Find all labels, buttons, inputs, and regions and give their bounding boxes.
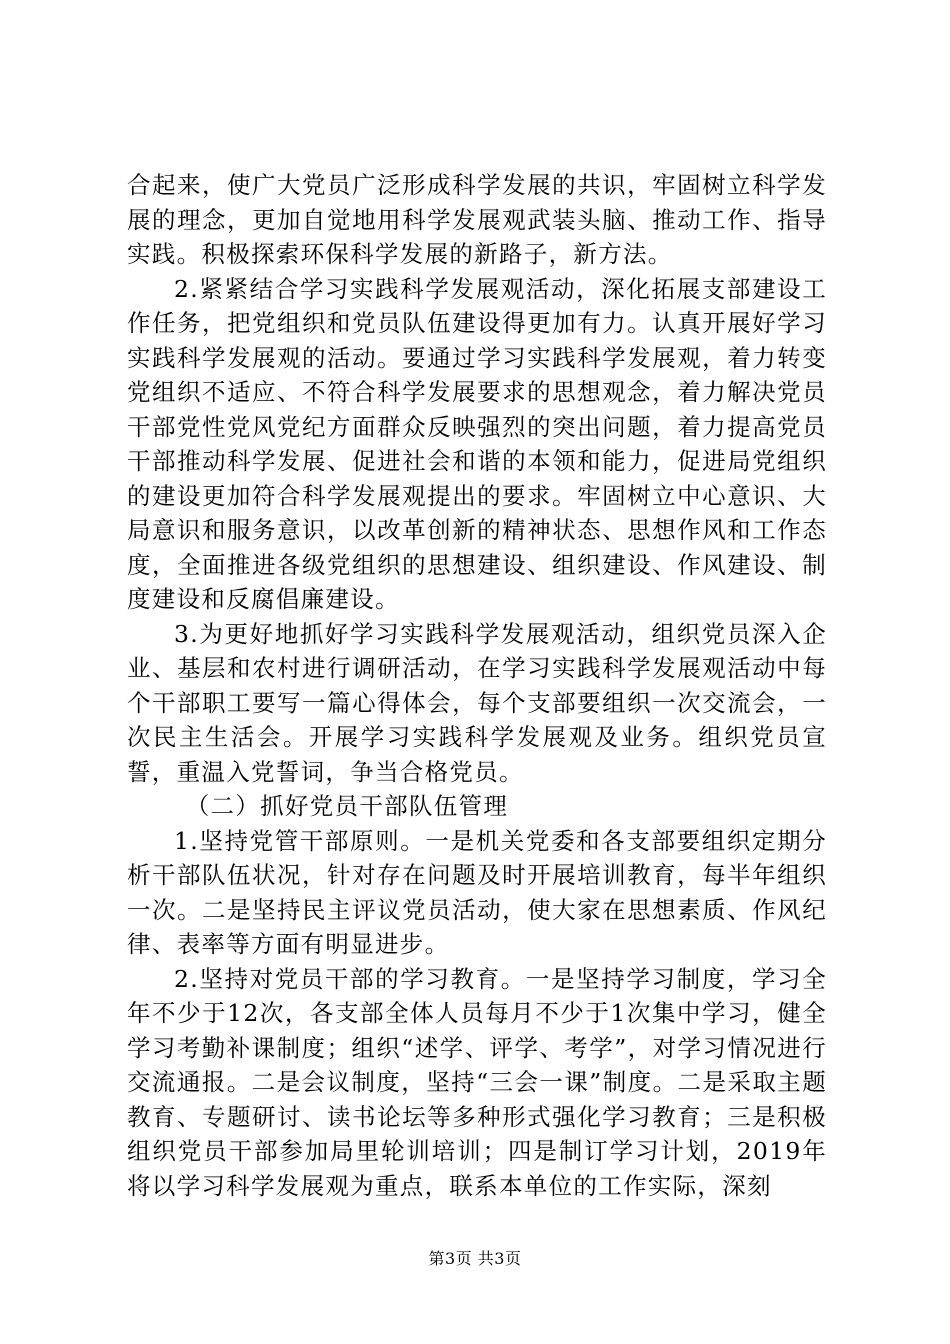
page-footer bbox=[0, 1246, 950, 1269]
document-body bbox=[127, 168, 827, 1203]
body-paragraph: 1.坚持党管干部原则。一是机关党委和各支部要组织定期分析干部队伍状况，针对存在问题及时开展培训教育，每半年组织一次。二是坚持民主评议党员活动，使大家在思想素质、作风纪律、表率等方面有明显进步。 bbox=[127, 826, 827, 958]
body-paragraph: 3.为更好地抓好学习实践科学发展观活动，组织党员深入企业、基层和农村进行调研活动，在学习实践科学发展观活动中每个干部职工要写一篇心得体会，每个支部要组织一次交流会，一次民主生活会。开展学习实践科学发展观及业务。组织党员宣誓，重温入党誓词，争当合格党员。 bbox=[127, 619, 827, 786]
page-number: 第3页 共3页 bbox=[428, 1249, 522, 1268]
body-paragraph: 2.紧紧结合学习实践科学发展观活动，深化拓展支部建设工作任务，把党组织和党员队伍建设得更加有力。认真开展好学习实践科学发展观的活动。要通过学习实践科学发展观，着力转变党组织不适应、不符合科学发展要求的思想观念，着力解决党员干部党性党风党纪方面群众反映强烈的突出问题，着力提高党员干部推动科学发展、促进社会和谐的本领和能力，促进局党组织的建设更加符合科学发展观提出的要求。牢固树立中心意识、大局意识和服务意识，以改革创新的精神状态、思想作风和工作态度，全面推进各级党组织的思想建设、组织建设、作风建设、制度建设和反腐倡廉建设。 bbox=[127, 274, 827, 613]
body-paragraph: 合起来，使广大党员广泛形成科学发展的共识，牢固树立科学发展的理念，更加自觉地用科学发展观武装头脑、推动工作、指导实践。积极探索环保科学发展的新路子，新方法。 bbox=[127, 171, 827, 268]
section-heading: （二）抓好党员干部队伍管理 bbox=[185, 792, 509, 820]
body-paragraph: 2.坚持对党员干部的学习教育。一是坚持学习制度，学习全年不少于12次，各支部全体人员每月不少于1次集中学习，健全学习考勤补课制度；组织“述学、评学、考学”，对学习情况进行交流通报。二是会议制度，坚持“三会一课”制度。二是采取主题教育、专题研讨、读书论坛等多种形式强化学习教育；三是积极组织党员干部参加局里轮训培训；四是制订学习计划，2019年将以学习科学发展观为重点，联系本单位的工作实际，深刻 bbox=[127, 964, 827, 1200]
